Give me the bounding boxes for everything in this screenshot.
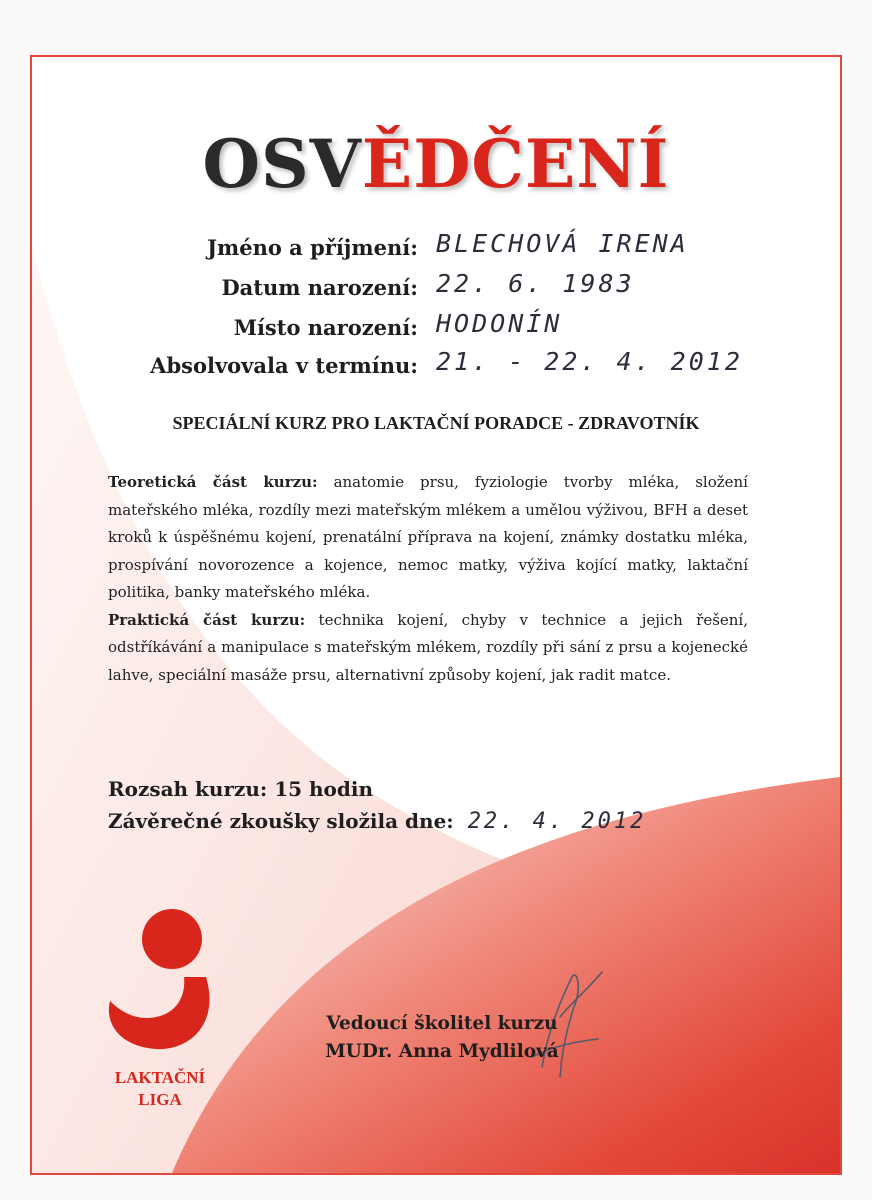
field-label-name: Jméno a příjmení: <box>207 235 418 260</box>
course-duration: Rozsah kurzu: 15 hodin <box>108 777 374 801</box>
field-value-birthdate: 22. 6. 1983 <box>436 269 635 298</box>
field-row-term <box>32 347 840 393</box>
logo-line-2: LIGA <box>138 1090 182 1109</box>
title-part-red: ĚDČENÍ <box>361 125 670 203</box>
title-part-dark: OSV <box>202 125 362 203</box>
field-label-term: Absolvovala v termínu: <box>150 353 418 378</box>
signer-name: MUDr. Anna Mydlilová <box>325 1041 559 1062</box>
field-value-birthplace: HODONÍN <box>436 309 563 338</box>
exam-date: 22. 4. 2012 <box>467 809 647 834</box>
certificate-frame <box>30 55 842 1175</box>
exam-row <box>108 809 758 834</box>
theory-text: anatomie prsu, fyziologie tvorby mléka, složení mateřského mléka, rozdíly mezi mateřským mlékem a umělou výživou, BFH a deset kroků k úspěšnému kojení, prenatální příprava na kojení, známky dostatku mléka, prospívání novorozence a kojence, nemoc matky, výživa kojící matky, laktační politika, banky mateřského mléka. <box>108 473 748 601</box>
practice-label: Praktická část kurzu: <box>108 610 306 629</box>
field-label-birthdate: Datum narození: <box>221 275 418 300</box>
practice-text: technika kojení, chyby v technice a jejich řešení, odstříkávání a manipulace s mateřským mlékem, rozdíly při sání z prsu a kojenecké lahve, speciální masáže prsu, alternativní způsoby kojení, jak radit matce. <box>108 610 748 684</box>
certificate-title <box>32 125 840 203</box>
signer-role: Vedoucí školitel kurzu <box>326 1013 558 1034</box>
field-value-name: BLECHOVÁ IRENA <box>436 229 689 258</box>
logo-line-1: LAKTAČNÍ <box>114 1068 206 1087</box>
field-value-term: 21. - 22. 4. 2012 <box>436 347 743 376</box>
signature-block <box>262 1010 622 1066</box>
course-description <box>108 469 748 689</box>
field-label-birthplace: Místo narození: <box>233 315 418 340</box>
laktacni-liga-logo <box>94 905 224 1055</box>
exam-label: Závěrečné zkoušky složila dne: <box>108 809 454 833</box>
course-title: SPECIÁLNÍ KURZ PRO LAKTAČNÍ PORADCE - ZDRAVOTNÍK <box>172 413 700 433</box>
theory-label: Teoretická část kurzu: <box>108 473 318 491</box>
logo-text <box>72 1067 248 1111</box>
